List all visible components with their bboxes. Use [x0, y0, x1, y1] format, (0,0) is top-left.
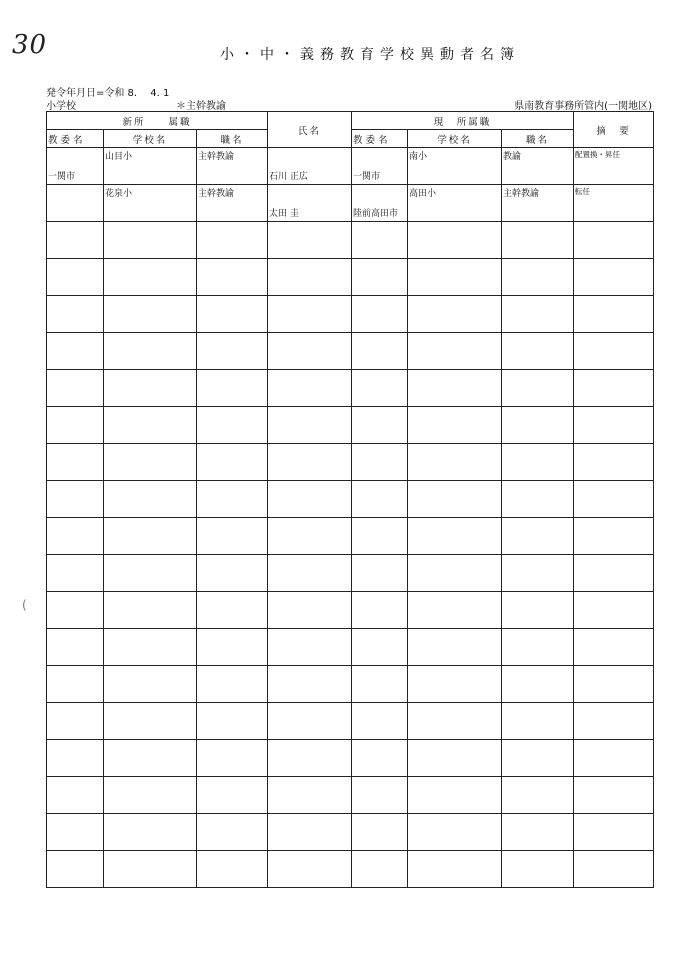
- new-school-cell: [104, 407, 197, 444]
- new-school-cell: [104, 703, 197, 740]
- empty-table-row: [47, 259, 654, 296]
- new-board-cell: [47, 148, 104, 185]
- current-position-cell: [502, 444, 574, 481]
- new-board-cell: [47, 518, 104, 555]
- new-school-cell: [104, 185, 197, 222]
- empty-table-row: [47, 703, 654, 740]
- new-school-cell: [104, 740, 197, 777]
- name-cell: [268, 481, 352, 518]
- current-school-cell: [408, 444, 502, 481]
- name-cell: [268, 814, 352, 851]
- current-board-cell: [352, 148, 408, 185]
- new-board-cell: [47, 185, 104, 222]
- current-school-cell: [408, 666, 502, 703]
- current-board-cell: [352, 370, 408, 407]
- header-summary: 摘 要: [574, 112, 654, 148]
- current-board-cell: [352, 814, 408, 851]
- school-type: 小学校: [46, 101, 76, 112]
- current-position-cell: [502, 148, 574, 185]
- new-position-cell: [197, 777, 268, 814]
- current-board-cell: [352, 518, 408, 555]
- summary-cell: [574, 814, 654, 851]
- new-position-cell: [197, 592, 268, 629]
- current-board-cell: [352, 444, 408, 481]
- table-row: [47, 148, 654, 185]
- current-position-cell: [502, 777, 574, 814]
- roster-body: [47, 148, 654, 888]
- new-position-cell: [197, 481, 268, 518]
- header-new-school: 学校名: [104, 130, 197, 148]
- new-school-cell: [104, 629, 197, 666]
- new-school-cell: [104, 814, 197, 851]
- current-position-cell: [502, 296, 574, 333]
- current-board-cell: [352, 333, 408, 370]
- current-school-cell: [408, 296, 502, 333]
- new-board-cell: [47, 296, 104, 333]
- current-school-cell: [408, 481, 502, 518]
- new-school-cell: [104, 481, 197, 518]
- new-position-cell: [197, 666, 268, 703]
- new-position-cell: [197, 814, 268, 851]
- current-position-cell: [502, 370, 574, 407]
- issue-date: 発令年月日=令和 8. 4. 1: [46, 88, 170, 99]
- name-cell: [268, 148, 352, 185]
- current-school-cell: [408, 703, 502, 740]
- summary-cell: [574, 518, 654, 555]
- new-school-cell: [104, 555, 197, 592]
- name-cell: [268, 222, 352, 259]
- current-board-cell: [352, 555, 408, 592]
- current-school-cell: [408, 592, 502, 629]
- current-school-cell: [408, 407, 502, 444]
- current-school-cell: [408, 333, 502, 370]
- current-position-cell: [502, 333, 574, 370]
- current-school-cell: [408, 851, 502, 888]
- summary: 転任: [575, 187, 591, 196]
- current-position-cell: [502, 518, 574, 555]
- summary-cell: [574, 555, 654, 592]
- summary-cell: [574, 148, 654, 185]
- new-board-cell: [47, 814, 104, 851]
- current-board-cell: [352, 296, 408, 333]
- new-position: 主幹教諭: [198, 152, 235, 162]
- current-position-cell: [502, 666, 574, 703]
- name-cell: [268, 259, 352, 296]
- new-position-cell: [197, 222, 268, 259]
- current-school-cell: [408, 370, 502, 407]
- current-board-cell: [352, 703, 408, 740]
- new-board-cell: [47, 629, 104, 666]
- new-school-cell: [104, 518, 197, 555]
- current-school-cell: [408, 222, 502, 259]
- new-board-cell: [47, 555, 104, 592]
- summary-cell: [574, 703, 654, 740]
- summary-cell: [574, 222, 654, 259]
- name-cell: [268, 444, 352, 481]
- new-school-cell: [104, 777, 197, 814]
- current-position-cell: [502, 222, 574, 259]
- current-school-cell: [408, 814, 502, 851]
- empty-table-row: [47, 296, 654, 333]
- current-position-cell: [502, 407, 574, 444]
- new-school: 花泉小: [105, 189, 133, 199]
- new-board-cell: [47, 444, 104, 481]
- header-new-position: 職名: [197, 130, 268, 148]
- current-board-cell: [352, 740, 408, 777]
- empty-table-row: [47, 222, 654, 259]
- header-current-school: 学校名: [408, 130, 502, 148]
- new-school-cell: [104, 296, 197, 333]
- current-school-cell: [408, 148, 502, 185]
- current-position-cell: [502, 703, 574, 740]
- new-school-cell: [104, 259, 197, 296]
- current-position: 主幹教諭: [503, 189, 540, 199]
- new-position-cell: [197, 370, 268, 407]
- new-board-cell: [47, 222, 104, 259]
- header-new-assignment: 新所 属職: [47, 112, 268, 130]
- current-position-cell: [502, 259, 574, 296]
- new-position-cell: [197, 148, 268, 185]
- empty-table-row: [47, 555, 654, 592]
- summary-cell: [574, 851, 654, 888]
- current-board-cell: [352, 185, 408, 222]
- current-position-cell: [502, 740, 574, 777]
- new-position-cell: [197, 444, 268, 481]
- name-cell: [268, 629, 352, 666]
- new-school-cell: [104, 444, 197, 481]
- new-school-cell: [104, 370, 197, 407]
- summary-cell: [574, 333, 654, 370]
- new-position-cell: [197, 703, 268, 740]
- new-board: 一関市: [48, 172, 76, 182]
- summary-cell: [574, 296, 654, 333]
- current-school: 高田小: [409, 189, 437, 199]
- current-board-cell: [352, 851, 408, 888]
- name-cell: [268, 851, 352, 888]
- summary-cell: [574, 777, 654, 814]
- current-board-cell: [352, 629, 408, 666]
- current-position-cell: [502, 555, 574, 592]
- header-current-assignment: 現 所属職: [352, 112, 574, 130]
- new-board-cell: [47, 259, 104, 296]
- new-position-cell: [197, 740, 268, 777]
- new-position-cell: [197, 851, 268, 888]
- new-school-cell: [104, 592, 197, 629]
- new-school-cell: [104, 666, 197, 703]
- new-board-cell: [47, 666, 104, 703]
- person-name: 石川 正広: [269, 172, 308, 182]
- current-position-cell: [502, 814, 574, 851]
- name-cell: [268, 666, 352, 703]
- empty-table-row: [47, 814, 654, 851]
- new-school-cell: [104, 333, 197, 370]
- empty-table-row: [47, 407, 654, 444]
- new-school-cell: [104, 222, 197, 259]
- current-school-cell: [408, 777, 502, 814]
- current-board-cell: [352, 666, 408, 703]
- new-position-cell: [197, 185, 268, 222]
- new-board-cell: [47, 333, 104, 370]
- empty-table-row: [47, 777, 654, 814]
- new-board-cell: [47, 740, 104, 777]
- current-board: 一関市: [353, 172, 381, 182]
- empty-table-row: [47, 592, 654, 629]
- new-position-cell: [197, 407, 268, 444]
- current-position-cell: [502, 851, 574, 888]
- new-board-cell: [47, 407, 104, 444]
- empty-table-row: [47, 851, 654, 888]
- name-cell: [268, 777, 352, 814]
- summary-cell: [574, 629, 654, 666]
- document-title: 小・中・義務教育学校異動者名簿: [220, 47, 520, 63]
- current-position-cell: [502, 592, 574, 629]
- current-board-cell: [352, 222, 408, 259]
- name-cell: [268, 407, 352, 444]
- page-number: 30: [12, 30, 48, 60]
- new-school: 山目小: [105, 152, 133, 162]
- position-note: ＊主幹教諭: [176, 101, 226, 112]
- summary-cell: [574, 259, 654, 296]
- summary-cell: [574, 185, 654, 222]
- current-board-cell: [352, 407, 408, 444]
- name-cell: [268, 518, 352, 555]
- new-position-cell: [197, 296, 268, 333]
- transfer-roster-table: [46, 111, 654, 888]
- empty-table-row: [47, 481, 654, 518]
- empty-table-row: [47, 370, 654, 407]
- current-school-cell: [408, 518, 502, 555]
- current-school-cell: [408, 629, 502, 666]
- name-cell: [268, 370, 352, 407]
- person-name: 太田 圭: [269, 209, 299, 219]
- new-board-cell: [47, 370, 104, 407]
- new-board-cell: [47, 703, 104, 740]
- current-school: 南小: [409, 152, 428, 162]
- current-school-cell: [408, 185, 502, 222]
- table-row: [47, 185, 654, 222]
- current-position-cell: [502, 629, 574, 666]
- empty-table-row: [47, 666, 654, 703]
- new-board-cell: [47, 481, 104, 518]
- name-cell: [268, 296, 352, 333]
- current-board-cell: [352, 481, 408, 518]
- summary-cell: [574, 740, 654, 777]
- header-new-board: 教委名: [47, 130, 104, 148]
- header-name: 氏名: [268, 112, 352, 148]
- summary-cell: [574, 407, 654, 444]
- current-school-cell: [408, 259, 502, 296]
- name-cell: [268, 740, 352, 777]
- new-position: 主幹教諭: [198, 189, 235, 199]
- new-school-cell: [104, 851, 197, 888]
- new-board-cell: [47, 851, 104, 888]
- new-position-cell: [197, 333, 268, 370]
- summary: 配置換・昇任: [575, 150, 621, 159]
- current-school-cell: [408, 740, 502, 777]
- office-name: 県南教育事務所管内(一関地区): [514, 101, 652, 112]
- new-school-cell: [104, 148, 197, 185]
- summary-cell: [574, 592, 654, 629]
- summary-cell: [574, 444, 654, 481]
- current-school-cell: [408, 555, 502, 592]
- name-cell: [268, 592, 352, 629]
- header-current-position: 職名: [502, 130, 574, 148]
- margin-mark: (: [22, 598, 27, 612]
- new-board-cell: [47, 592, 104, 629]
- new-board-cell: [47, 777, 104, 814]
- current-position-cell: [502, 185, 574, 222]
- name-cell: [268, 185, 352, 222]
- empty-table-row: [47, 518, 654, 555]
- name-cell: [268, 333, 352, 370]
- current-position-cell: [502, 481, 574, 518]
- name-cell: [268, 703, 352, 740]
- new-position-cell: [197, 259, 268, 296]
- empty-table-row: [47, 740, 654, 777]
- current-board-cell: [352, 777, 408, 814]
- summary-cell: [574, 666, 654, 703]
- empty-table-row: [47, 629, 654, 666]
- current-position: 教諭: [503, 152, 522, 162]
- empty-table-row: [47, 444, 654, 481]
- new-position-cell: [197, 518, 268, 555]
- current-board-cell: [352, 592, 408, 629]
- summary-cell: [574, 370, 654, 407]
- new-position-cell: [197, 629, 268, 666]
- header-current-board: 教委名: [352, 130, 408, 148]
- current-board-cell: [352, 259, 408, 296]
- new-position-cell: [197, 555, 268, 592]
- summary-cell: [574, 481, 654, 518]
- current-board: 陸前高田市: [353, 209, 399, 219]
- name-cell: [268, 555, 352, 592]
- empty-table-row: [47, 333, 654, 370]
